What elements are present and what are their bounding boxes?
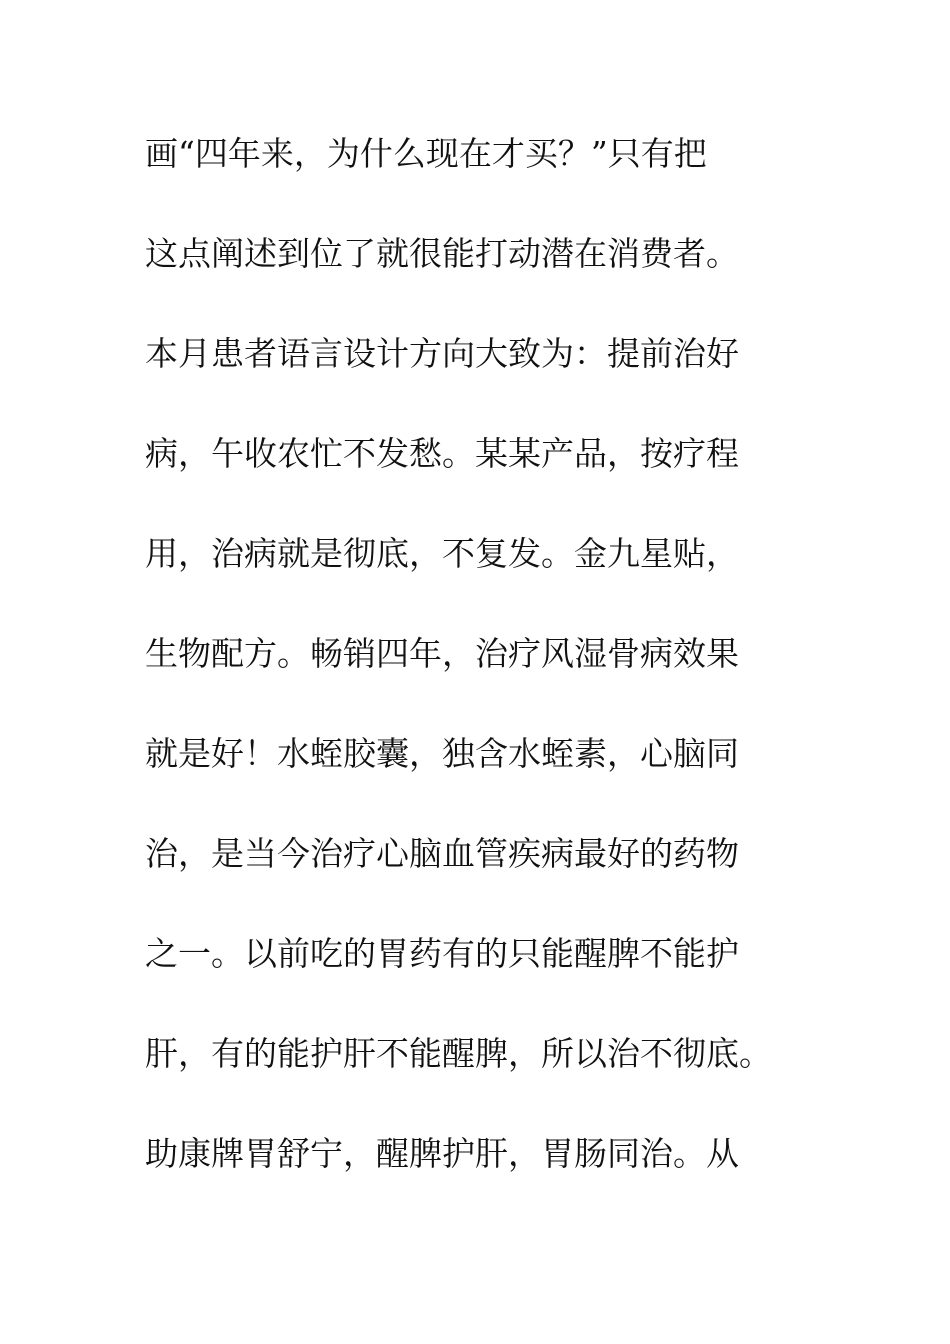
text-line-8: 治，是当今治疗心脑血管疾病最好的药物 <box>145 834 739 873</box>
text-line-6: 生物配方。畅销四年，治疗风湿骨病效果 <box>145 634 739 673</box>
text-line-5: 用，治病就是彻底，不复发。金九星贴， <box>145 534 739 573</box>
text-line-4: 病，午收农忙不发愁。某某产品，按疗程 <box>145 434 739 473</box>
text-line-11: 助康牌胃舒宁，醒脾护肝，胃肠同治。从 <box>145 1134 739 1173</box>
text-line-3: 本月患者语言设计方向大致为：提前治好 <box>145 334 739 373</box>
text-line-1: 画“四年来，为什么现在才买？”只有把 <box>145 134 707 173</box>
body-text <box>145 124 825 1224</box>
text-line-9: 之一。以前吃的胃药有的只能醒脾不能护 <box>145 934 739 973</box>
text-line-10: 肝，有的能护肝不能醒脾，所以治不彻底。 <box>145 1034 772 1073</box>
text-line-7: 就是好！水蛭胶囊，独含水蛭素，心脑同 <box>145 734 739 773</box>
text-line-2: 这点阐述到位了就很能打动潜在消费者。 <box>145 234 739 273</box>
